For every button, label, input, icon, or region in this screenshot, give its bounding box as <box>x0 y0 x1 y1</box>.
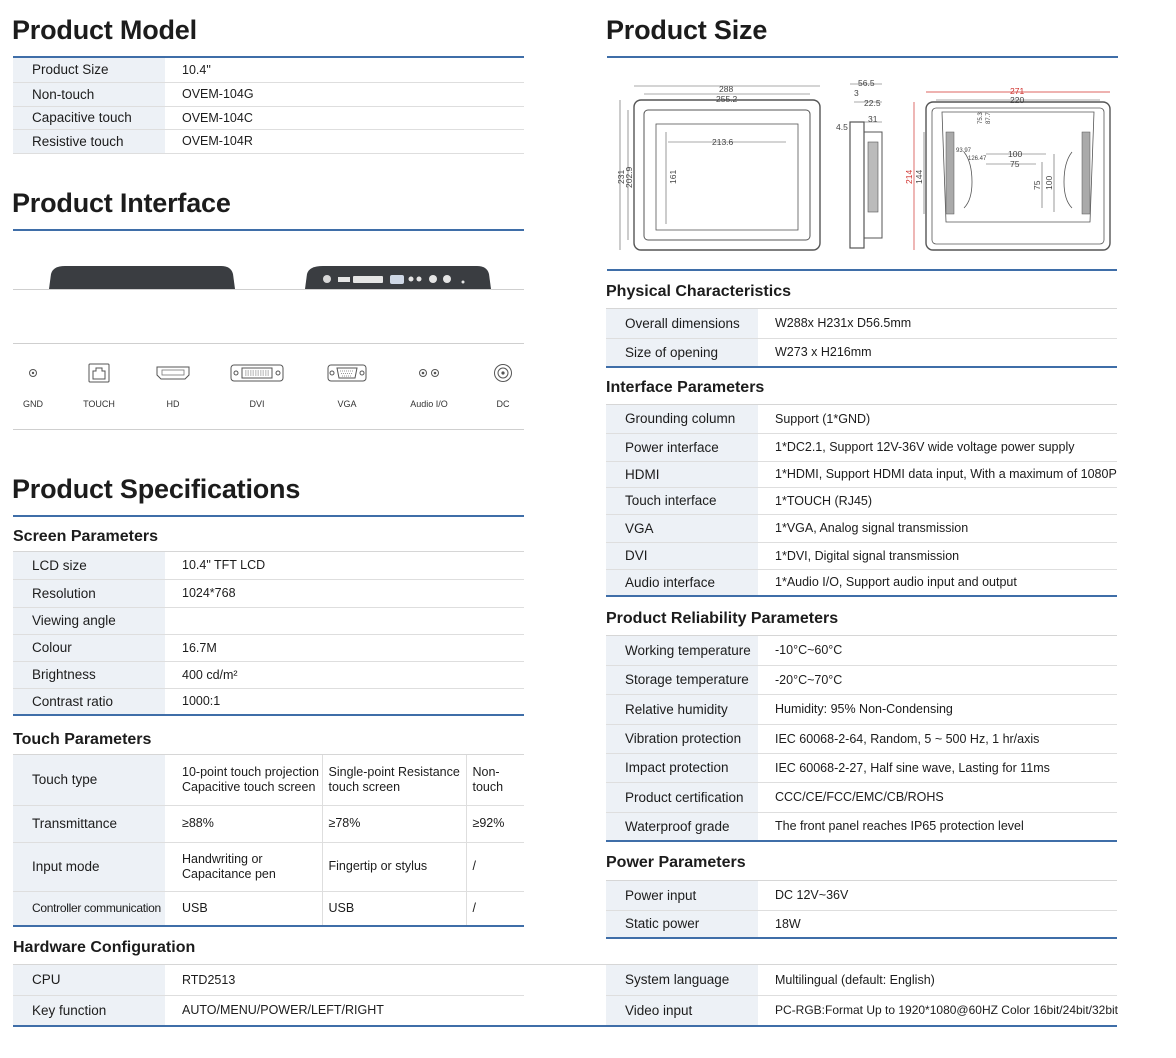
product-specifications-rule <box>13 515 524 517</box>
row-label: CPU <box>13 965 165 995</box>
row-label: Product Size <box>13 58 165 82</box>
row-value: IEC 60068-2-27, Half sine wave, Lasting for 11ms <box>758 753 1117 782</box>
row-value: 1*Audio I/O, Support audio input and output <box>758 569 1117 596</box>
row-value: OVEM-104G <box>165 82 524 106</box>
table-row <box>606 782 1117 812</box>
table-row <box>606 487 1117 514</box>
hardware-right-table <box>606 965 1117 1025</box>
dim-back-753: 75.3 <box>978 112 984 124</box>
dim-back-9397: 93.97 <box>956 148 972 154</box>
table-row <box>13 891 524 925</box>
row-label: Impact protection <box>606 753 758 782</box>
table-row <box>606 694 1117 724</box>
front-view-drawing <box>620 86 820 250</box>
dim-back-100: 100 <box>1008 149 1023 159</box>
product-model-heading: Product Model <box>12 15 197 45</box>
row-value: 1*DC2.1, Support 12V-36V wide voltage power supply <box>758 433 1117 461</box>
dim-back-100v: 100 <box>1044 175 1054 190</box>
row-label: Non-touch <box>13 82 165 106</box>
row-value: 10-point touch projection Capacitive touch screen <box>165 755 322 805</box>
back-view-drawing <box>914 92 1110 250</box>
dim-back-75v: 75 <box>1032 180 1042 190</box>
touch-bottom-rule <box>13 925 524 927</box>
row-value: IEC 60068-2-64, Random, 5 ~ 500 Hz, 1 hr/axis <box>758 724 1117 753</box>
row-value: Multilingual (default: English) <box>758 965 1117 995</box>
port-label: DVI <box>249 399 265 409</box>
row-value: USB <box>322 891 466 925</box>
row-label: Resistive touch <box>13 129 165 153</box>
row-label: Size of opening <box>606 338 758 367</box>
row-value: W288x H231x D56.5mm <box>758 309 1117 338</box>
row-value: 18W <box>758 910 1117 938</box>
row-value: AUTO/MENU/POWER/LEFT/RIGHT <box>182 1003 384 1018</box>
row-value: DC 12V~36V <box>758 881 1117 910</box>
dim-back-75: 75 <box>1010 159 1020 169</box>
row-value: ≥92% <box>466 805 524 842</box>
audio-jack-icon <box>409 360 449 386</box>
table-row <box>606 542 1117 569</box>
table-row <box>606 812 1117 841</box>
row-label: Viewing angle <box>13 607 165 634</box>
physical-table <box>606 309 1117 368</box>
row-label: Colour <box>13 634 165 661</box>
dimension-drawing <box>606 72 1118 258</box>
touch-parameters-heading: Touch Parameters <box>13 731 152 748</box>
table-row <box>606 309 1117 338</box>
row-label: Waterproof grade <box>606 812 758 841</box>
row-value: Support (1*GND) <box>758 405 1117 433</box>
hardware-configuration-heading: Hardware Configuration <box>13 939 196 956</box>
table-row <box>606 910 1117 938</box>
row-value: 1*DVI, Digital signal transmission <box>758 542 1117 569</box>
row-value: Non-touch <box>466 755 524 805</box>
gnd-icon <box>13 360 53 386</box>
ports-strip <box>13 343 524 430</box>
touch-parameters-table <box>13 755 524 926</box>
product-specifications-heading: Product Specifications <box>12 474 301 504</box>
hardware-gap <box>524 994 606 1024</box>
table-row <box>13 552 524 579</box>
product-interface-heading: Product Interface <box>12 188 231 218</box>
table-row <box>606 995 1117 1025</box>
row-value: 1000:1 <box>165 688 524 715</box>
table-row <box>13 129 524 153</box>
row-value: 1*TOUCH (RJ45) <box>758 487 1117 514</box>
table-row <box>13 965 524 995</box>
row-value: W273 x H216mm <box>758 338 1117 367</box>
dim-back-w2: 220 <box>1010 95 1025 105</box>
row-label: Key function <box>13 995 165 1025</box>
row-value: Humidity: 95% Non-Condensing <box>758 694 1117 724</box>
row-value: USB <box>165 891 322 925</box>
table-row <box>606 514 1117 542</box>
row-value: 1*HDMI, Support HDMI data input, With a maximum of 1080P <box>758 461 1117 487</box>
row-value: 400 cd/m² <box>165 661 524 688</box>
dim-front-w: 288 <box>719 84 734 94</box>
table-row <box>13 634 524 661</box>
table-row <box>606 636 1117 665</box>
port-label: VGA <box>337 399 357 409</box>
port-touch <box>79 344 119 429</box>
table-row <box>13 842 524 891</box>
port-label: GND <box>23 399 43 409</box>
row-label: Storage temperature <box>606 665 758 694</box>
row-label: Grounding column <box>606 405 758 433</box>
table-row <box>606 433 1117 461</box>
table-row <box>13 995 524 1025</box>
row-value: 1024*768 <box>165 579 524 607</box>
device-edge-image <box>13 262 524 292</box>
row-value <box>165 607 524 634</box>
table-row <box>606 965 1117 995</box>
row-label: Product certification <box>606 782 758 812</box>
row-label: Audio interface <box>606 569 758 596</box>
port-label: Audio I/O <box>410 399 448 409</box>
interface-parameters-heading: Interface Parameters <box>606 379 765 396</box>
product-model-table <box>13 58 524 154</box>
port-audio <box>409 344 449 429</box>
table-row <box>13 661 524 688</box>
table-row <box>13 755 524 805</box>
dim-back-h2: 144 <box>914 169 924 184</box>
rj45-icon <box>79 360 119 386</box>
row-label: Brightness <box>13 661 165 688</box>
table-row <box>606 724 1117 753</box>
row-value: CCC/CE/FCC/EMC/CB/ROHS <box>758 782 1117 812</box>
port-label: HD <box>166 399 180 409</box>
row-value: RTD2513 <box>165 965 524 995</box>
table-row <box>606 881 1117 910</box>
row-label: Overall dimensions <box>606 309 758 338</box>
row-label: Controller communication <box>13 891 165 925</box>
dim-front-inner-h: 161 <box>668 169 678 184</box>
dim-back-877: 87.7 <box>986 112 992 124</box>
row-label: DVI <box>606 542 758 569</box>
dvi-icon <box>229 360 285 386</box>
port-gnd <box>13 344 53 429</box>
dim-front-w2: 255.2 <box>716 94 738 104</box>
dim-front-h: 231 <box>616 169 626 184</box>
row-value: 10.4" <box>165 58 524 82</box>
row-label: Contrast ratio <box>13 688 165 715</box>
row-label: VGA <box>606 514 758 542</box>
table-row <box>13 607 524 634</box>
dim-side-3: 3 <box>854 88 859 98</box>
row-value: / <box>466 891 524 925</box>
port-vga <box>327 344 367 429</box>
row-label: HDMI <box>606 461 758 487</box>
port-dvi <box>229 344 285 429</box>
hdmi-icon <box>153 360 193 386</box>
row-value: Fingertip or stylus <box>322 842 466 891</box>
row-label: Input mode <box>13 842 165 891</box>
dim-back-w: 271 <box>1010 86 1025 96</box>
table-row <box>606 569 1117 596</box>
port-label: TOUCH <box>83 399 115 409</box>
row-label: Resolution <box>13 579 165 607</box>
row-label: Power interface <box>606 433 758 461</box>
port-label: DC <box>496 399 510 409</box>
reliability-parameters-table <box>606 636 1117 842</box>
port-dc <box>483 344 523 429</box>
table-row <box>606 665 1117 694</box>
table-row <box>606 753 1117 782</box>
product-size-rule <box>607 56 1118 58</box>
row-value: OVEM-104R <box>165 129 524 153</box>
dim-side-225: 22.5 <box>864 98 881 108</box>
table-row <box>13 82 524 106</box>
row-label: Transmittance <box>13 805 165 842</box>
table-row <box>13 688 524 715</box>
row-label: LCD size <box>13 552 165 579</box>
table-row <box>13 106 524 129</box>
row-value: Single-point Resistance touch screen <box>322 755 466 805</box>
product-interface-rule <box>13 229 524 231</box>
row-value: 16.7M <box>165 634 524 661</box>
table-row <box>13 58 524 82</box>
row-value: ≥78% <box>322 805 466 842</box>
table-row <box>606 405 1117 433</box>
dim-front-inner: 213.6 <box>712 137 734 147</box>
table-row <box>606 461 1117 487</box>
power-parameters-table <box>606 881 1117 939</box>
vga-icon <box>327 360 367 386</box>
row-value: PC-RGB:Format Up to 1920*1080@60HZ Color 16bit/24bit/32bit <box>775 1003 1119 1018</box>
row-value: 10.4" TFT LCD <box>165 552 524 579</box>
hardware-bottom-rule <box>13 1025 1117 1027</box>
row-value: 1*VGA, Analog signal transmission <box>758 514 1117 542</box>
table-row <box>13 805 524 842</box>
dim-side-45: 4.5 <box>836 122 848 132</box>
row-value: / <box>466 842 524 891</box>
dim-side-31: 31 <box>868 114 878 124</box>
reliability-parameters-heading: Product Reliability Parameters <box>606 610 839 627</box>
screen-parameters-table <box>13 552 524 716</box>
size-bottom-rule <box>607 269 1117 271</box>
dim-back-h: 214 <box>904 169 914 184</box>
row-label: Static power <box>606 910 758 938</box>
screen-parameters-heading: Screen Parameters <box>13 528 158 545</box>
table-row <box>13 579 524 607</box>
physical-characteristics-heading: Physical Characteristics <box>606 283 791 300</box>
side-view-drawing <box>850 84 882 248</box>
row-label: Capacitive touch <box>13 106 165 129</box>
power-parameters-heading: Power Parameters <box>606 854 746 871</box>
row-value: The front panel reaches IP65 protection level <box>758 812 1117 841</box>
row-label: Touch type <box>13 755 165 805</box>
row-label: System language <box>606 965 758 995</box>
dim-back-12647: 126.47 <box>968 156 987 162</box>
dim-side-d: 56.5 <box>858 78 875 88</box>
row-value: Handwriting or Capacitance pen <box>165 842 322 891</box>
row-value: -10°C~60°C <box>758 636 1117 665</box>
row-value: OVEM-104C <box>165 106 524 129</box>
row-label: Relative humidity <box>606 694 758 724</box>
row-label: Power input <box>606 881 758 910</box>
table-row <box>606 338 1117 367</box>
product-size-heading: Product Size <box>606 15 768 45</box>
row-label: Vibration protection <box>606 724 758 753</box>
row-label: Touch interface <box>606 487 758 514</box>
port-hd <box>153 344 193 429</box>
interface-parameters-table <box>606 405 1117 597</box>
dc-jack-icon <box>483 360 523 386</box>
row-label: Video input <box>606 995 758 1025</box>
row-value: -20°C~70°C <box>758 665 1117 694</box>
row-label: Working temperature <box>606 636 758 665</box>
row-value: ≥88% <box>165 805 322 842</box>
hardware-left-table <box>13 965 524 1025</box>
dim-front-h2: 202.9 <box>624 166 634 188</box>
